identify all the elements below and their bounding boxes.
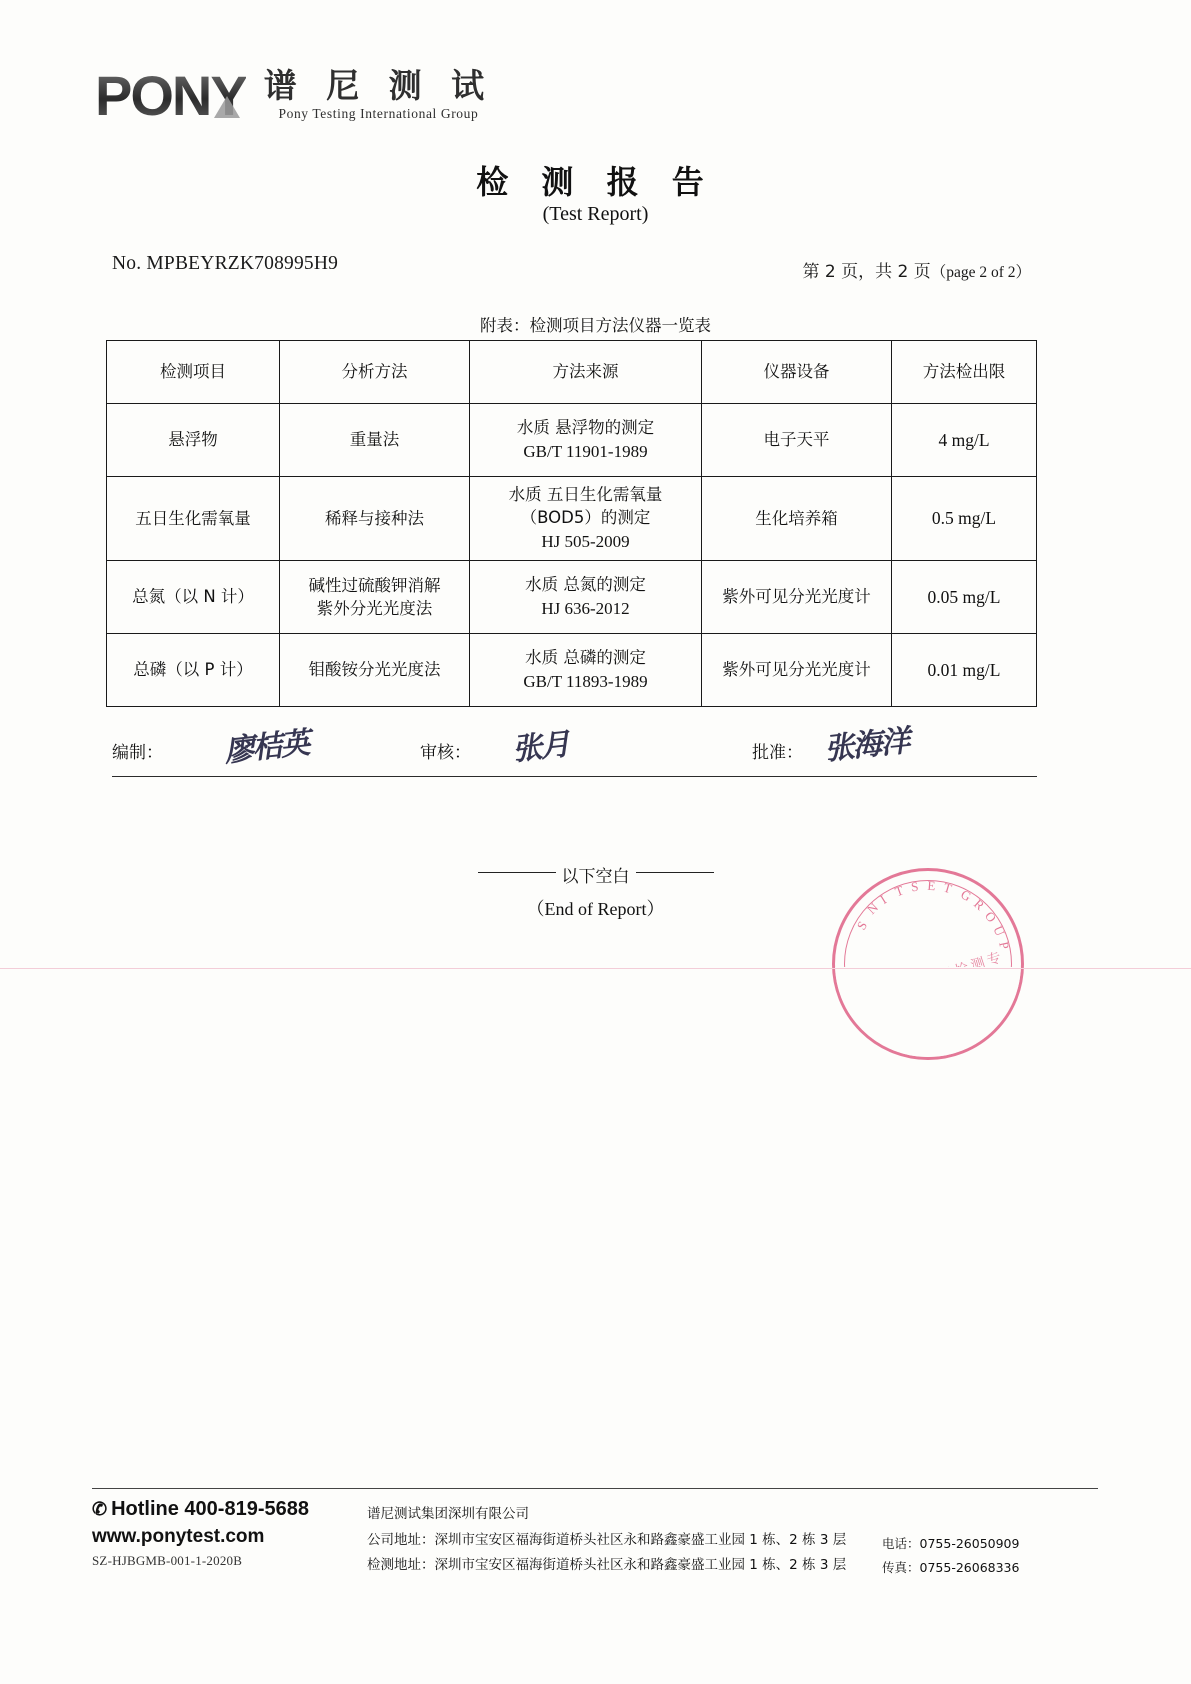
cell-source-line1: 水质 总磷的测定 [525, 648, 646, 668]
stamp-fade-mask [832, 967, 1024, 1060]
cell-source [470, 477, 702, 561]
tel-value: 0755-26050909 [919, 1536, 1020, 1551]
table-row [107, 477, 1037, 561]
cell-source-line1: 水质 五日生化需氧量 [508, 485, 663, 504]
cell-instrument: 电子天平 [702, 404, 892, 477]
cell-limit: 0.01 mg/L [892, 633, 1037, 706]
method-instrument-table [106, 340, 1037, 707]
stamp-outer-text: S N I T S E T G R O U P [853, 877, 1013, 953]
cell-source-line2: GB/T 11901-1989 [523, 441, 648, 461]
end-of-report-en: （End of Report） [526, 899, 665, 919]
cell-limit: 0.05 mg/L [892, 560, 1037, 633]
cell-limit: 4 mg/L [892, 404, 1037, 477]
page-title-english: (Test Report) [542, 203, 649, 225]
dash-left [478, 872, 556, 873]
page-indicator [802, 257, 1031, 282]
col-header-source: 方法来源 [470, 341, 702, 404]
col-header-limit: 方法检出限 [892, 341, 1037, 404]
company-stamp [832, 868, 1024, 1060]
website-link[interactable]: www.ponytest.com [92, 1526, 265, 1547]
footer-divider [92, 1488, 1098, 1489]
table-row [107, 633, 1037, 706]
test-address-label: 检测地址： [367, 1557, 435, 1574]
fax-value: 0755-26068336 [919, 1560, 1020, 1576]
table-header-row [107, 341, 1037, 404]
cell-source-line2: （BOD5）的测定 [520, 508, 651, 528]
page-indicator-en: （page 2 of 2） [930, 264, 1031, 281]
cell-limit: 0.5 mg/L [892, 477, 1037, 561]
prepared-by-label: 编制： [112, 743, 163, 763]
document-code: SZ-HJBGMB-001-1-2020B [92, 1553, 243, 1568]
cell-item: 总磷（以 P 计） [107, 633, 280, 706]
test-address-value: 深圳市宝安区福海街道桥头社区永和路鑫豪盛工业园 1 栋、2 栋 3 层 [434, 1557, 847, 1574]
col-header-item: 检测项目 [107, 341, 280, 404]
hotline-text [92, 1498, 372, 1521]
dash-right [636, 872, 714, 873]
fax-line [882, 1556, 1019, 1580]
cell-source-line2: HJ 636-2012 [541, 598, 630, 618]
logo-english-name: Pony Testing International Group [278, 106, 479, 121]
table-row [107, 404, 1037, 477]
cell-item: 五日生化需氧量 [107, 477, 280, 561]
cell-item: 悬浮物 [107, 404, 280, 477]
col-header-instrument: 仪器设备 [702, 341, 892, 404]
company-name: 谱尼测试集团深圳有限公司 [367, 1506, 529, 1522]
end-of-report-cn-text: 以下空白 [561, 867, 630, 887]
tel-line [882, 1532, 1019, 1556]
cell-source-line3: HJ 505-2009 [541, 531, 630, 551]
cell-item: 总氮（以 N 计） [107, 560, 280, 633]
cell-method [280, 560, 470, 633]
signature-underline [112, 776, 1037, 777]
pony-logo [95, 64, 494, 127]
phone-icon: ✆ [92, 1499, 108, 1520]
cell-method: 稀释与接种法 [280, 477, 470, 561]
scan-artifact-line [0, 968, 1191, 969]
cell-method-line1: 碱性过硫酸钾消解 [308, 575, 441, 595]
hotline-value: Hotline 400-819-5688 [111, 1498, 309, 1520]
cell-source [470, 560, 702, 633]
cell-instrument: 紫外可见分光光度计 [702, 560, 892, 633]
report-number: No. MPBEYRZK708995H9 [112, 253, 339, 274]
logo-chinese-block [263, 66, 494, 124]
cell-instrument: 紫外可见分光光度计 [702, 633, 892, 706]
test-address-line [367, 1553, 967, 1579]
cell-source-line2: GB/T 11893-1989 [523, 671, 648, 691]
page-indicator-cn: 第 2 页，共 2 页 [802, 262, 931, 282]
cell-source [470, 404, 702, 477]
company-address-label: 公司地址： [367, 1531, 435, 1548]
tel-label: 电话： [882, 1536, 920, 1551]
prepared-by-signature: 廖桔英 [222, 725, 310, 770]
approved-by-label: 批准： [752, 743, 803, 763]
cell-source [470, 633, 702, 706]
table-row [107, 560, 1037, 633]
approved-by-signature: 张海洋 [822, 723, 910, 768]
footer-address-block [367, 1502, 967, 1579]
footer-contact-block [92, 1498, 372, 1569]
cell-source-line1: 水质 悬浮物的测定 [516, 418, 655, 438]
logo-wordmark: PONY [95, 64, 246, 127]
company-address-line [367, 1528, 967, 1554]
cell-source-line1: 水质 总氮的测定 [525, 575, 646, 595]
reviewed-by-signature: 张月 [510, 727, 571, 768]
company-address-value: 深圳市宝安区福海街道桥头社区永和路鑫豪盛工业园 1 栋、2 栋 3 层 [434, 1531, 847, 1548]
signature-row [112, 720, 1037, 780]
footer-phone-block [882, 1532, 1019, 1581]
appendix-caption: 附表：检测项目方法仪器一览表 [480, 316, 711, 335]
page-title: 检 测 报 告 [476, 163, 715, 201]
cell-instrument: 生化培养箱 [702, 477, 892, 561]
cell-method: 钼酸铵分光光度法 [280, 633, 470, 706]
reviewed-by-label: 审核： [420, 743, 471, 763]
fax-label: 传真： [882, 1560, 920, 1576]
cell-method-line2: 紫外分光光度法 [316, 598, 433, 618]
logo-chinese-name: 谱 尼 测 试 [263, 66, 494, 106]
col-header-method: 分析方法 [280, 341, 470, 404]
cell-method: 重量法 [280, 404, 470, 477]
page-footer [92, 1498, 1102, 1658]
